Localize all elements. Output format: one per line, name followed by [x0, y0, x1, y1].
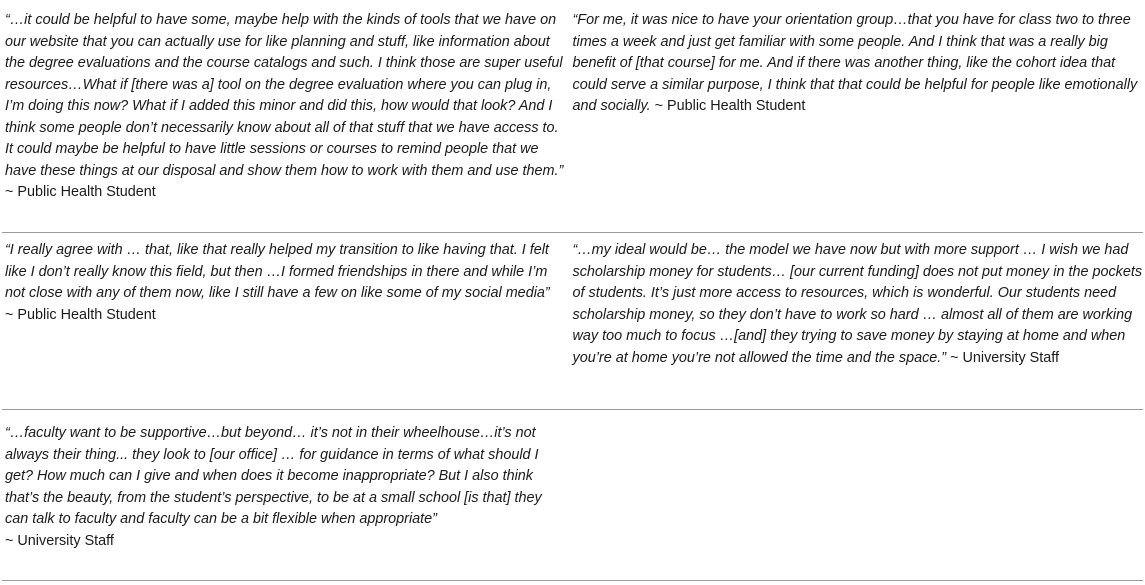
table-row	[2, 233, 1143, 410]
quote-text: “…my ideal would be… the model we have now but with more support … I wish we had scholarship money for students… [our current funding] does not put money in the pockets of students. It’s just more access to resources, which is wonderful. Our students need scholarship money, so they don’t have to work so hard … almost all of them are working way too much to focus …[and] they trying to save money by staying at home and when you’re at home you’re not allowed the time and the space.”	[572, 242, 1143, 366]
table-row	[2, 0, 1143, 233]
quote-attribution: ~ University Staff	[5, 532, 114, 549]
quote-cell	[2, 0, 573, 232]
quote-cell	[573, 0, 1144, 232]
quote-cell-empty	[573, 410, 1144, 580]
quote-attribution: ~ Public Health Student	[5, 184, 156, 200]
table-row	[2, 410, 1143, 581]
quote-table	[2, 0, 1143, 581]
quote-text: “I really agree with … that, like that really helped my transition to like having that. I felt like I don’t really know this field, but then …I formed friendships in there and while I’m not close with any of them now, like I still have a few on like some of my social media”	[5, 242, 550, 301]
quote-attribution: ~ University Staff	[950, 349, 1059, 366]
quote-cell	[573, 233, 1144, 409]
quote-attribution: ~ Public Health Student	[5, 306, 156, 323]
quote-text: “…faculty want to be supportive…but beyond… it’s not in their wheelhouse…it’s not always their thing... they look to [our office] … for guidance in terms of what should I get? How much can I give and when does it become inappropriate? But I also think that’s the beauty, from the student’s perspective, to be at a small school [is that] they can talk to faculty and faculty can be a bit flexible when appropriate”	[5, 425, 542, 527]
quote-cell	[2, 233, 573, 409]
quote-text: “For me, it was nice to have your orientation group…that you have for class two to three times a week and just get familiar with some people. And I think that was a really big benefit of [that course] for me. And if there was another thing, like the cohort idea that could serve a similar purpose, I think that that could be helpful for people like emotionally and socially.	[572, 12, 1138, 114]
quote-text: “…it could be helpful to have some, maybe help with the kinds of tools that we have on our website that you can actually use for like planning and stuff, like information about the degree evaluations and the course catalogs and such. I think those are super useful resources…What if [there was a] tool on the degree evaluation where you can plug in, I’m doing this now? What if I added this minor and did this, how would that look? And I think some people don’t necessarily know about all of that stuff that we have access to. It could maybe be helpful to have little sessions or courses to remind people that we have these things at our disposal and show them how to work with them and use them.”	[5, 12, 564, 179]
quote-cell	[2, 410, 573, 580]
quote-attribution: ~ Public Health Student	[654, 98, 806, 114]
